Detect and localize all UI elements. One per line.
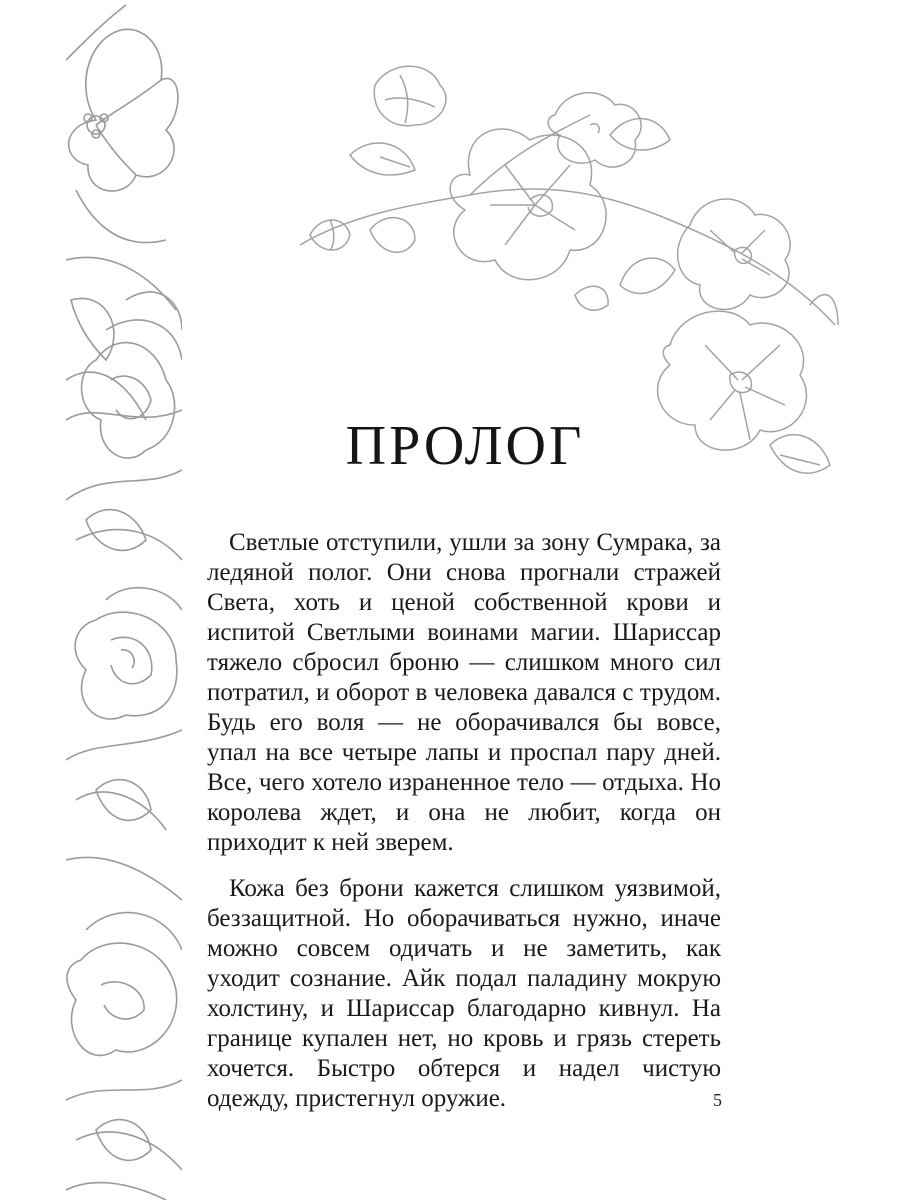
flower-illustration (75, 588, 182, 719)
bud-illustration (310, 220, 350, 250)
flower-illustration (67, 913, 182, 1056)
page-number: 5 (713, 1090, 722, 1110)
paragraph: Светлые отступили, ушли за зону Сумрака, за ледяной полог. Они снова прогнали стражей Света, хоть и ценой собственной крови и испитой Светлыми воинами магии. Шариссар тяжело сбросил броню — слишком много сил потратил, и оборот в человека давался с трудом. Будь его воля — не оборачивался бы вовсе, упал на все четыре лапы и проспал пару дней. Все, чего хотело израненное тело — отдыха. Но королева ждет, и она не любит, когда он приходит к ней зверем. (207, 529, 721, 856)
side-floral-border (66, 0, 182, 1200)
flower-illustration (450, 129, 606, 280)
flower-illustration (658, 311, 807, 450)
flower-illustration (374, 66, 446, 126)
body-text (207, 528, 721, 1114)
paragraph: Кожа без брони кажется слишком уязвимой, беззащитной. Но оборачиваться нужно, иначе можно совсем одичать и не заметить, как уходит сознание. Айк подал паладину мокрую холстину, и Шариссар благодарно кивнул. На границе купален нет, но кровь и грязь стереть хочется. Быстро обтерся и надел чистую одежду, пристегнул оружие. (207, 875, 721, 1112)
flower-illustration (678, 199, 791, 309)
flower-illustration (82, 320, 182, 458)
flower-illustration (66, 5, 178, 243)
bud-illustration (370, 218, 415, 253)
chapter-title: ПРОЛОГ (345, 415, 585, 477)
